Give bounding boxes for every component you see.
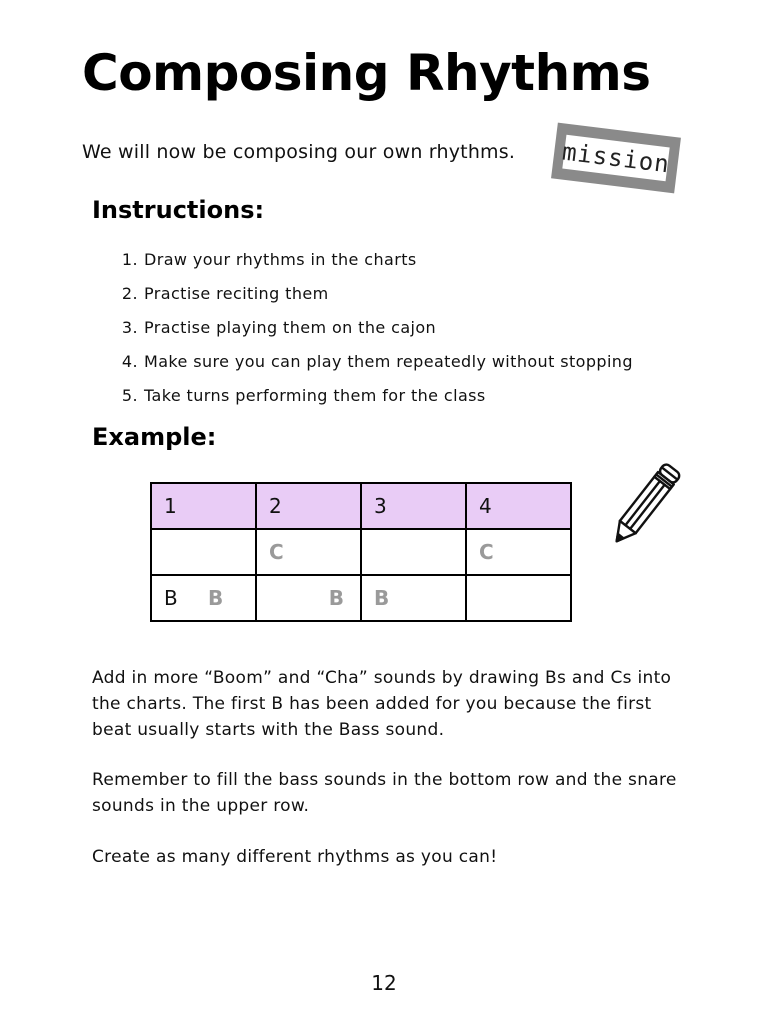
bass-cell	[256, 575, 361, 621]
example-heading: Example:	[92, 423, 217, 451]
list-item-number: 2.	[121, 283, 138, 303]
beat-header-cell: 2	[256, 483, 361, 529]
list-item-number: 4.	[121, 351, 138, 371]
mission-stamp	[551, 123, 681, 194]
list-item	[108, 242, 633, 276]
list-item-text: Practise playing them on the cajon	[144, 317, 437, 337]
instructions-heading: Instructions:	[92, 196, 265, 224]
snare-letter: C	[479, 540, 494, 564]
paragraph-encouragement: Create as many different rhythms as you can!	[92, 847, 498, 867]
intro-text: We will now be composing our own rhythms.	[82, 141, 516, 163]
list-item-text: Take turns performing them for the class	[144, 385, 486, 405]
bass-letter-given: B	[164, 586, 178, 610]
snare-letter: C	[269, 540, 284, 564]
bass-cell	[361, 575, 466, 621]
page-number: 12	[371, 971, 397, 995]
list-item-number: 3.	[121, 317, 138, 337]
list-item	[108, 378, 633, 412]
beat-header-cell: 3	[361, 483, 466, 529]
bass-cell	[151, 575, 256, 621]
list-item	[108, 310, 633, 344]
snare-row	[151, 529, 571, 575]
bass-cell	[466, 575, 571, 621]
beat-header-cell: 4	[466, 483, 571, 529]
bass-letter-ghost: B	[374, 586, 390, 610]
page-title: Composing Rhythms	[82, 44, 651, 102]
pencil-icon	[600, 455, 690, 555]
mission-stamp-label: mission	[562, 135, 669, 181]
list-item-text: Make sure you can play them repeatedly without stopping	[144, 351, 633, 371]
list-item	[108, 276, 633, 310]
list-item	[108, 344, 633, 378]
bass-letter-ghost: B	[328, 586, 344, 610]
bass-letter-ghost: B	[208, 586, 224, 610]
list-item-number: 5.	[121, 385, 138, 405]
bass-row	[151, 575, 571, 621]
list-item-text: Practise reciting them	[144, 283, 329, 303]
rhythm-grid	[150, 482, 572, 622]
snare-cell	[466, 529, 571, 575]
beat-header-row	[151, 483, 571, 529]
beat-header-cell: 1	[151, 483, 256, 529]
snare-cell	[256, 529, 361, 575]
snare-cell	[151, 529, 256, 575]
snare-cell	[361, 529, 466, 575]
instructions-list	[108, 242, 633, 412]
list-item-number: 1.	[121, 249, 138, 269]
paragraph-reminder: Remember to fill the bass sounds in the bottom row and the snare sounds in the upper row.	[92, 770, 677, 816]
list-item-text: Draw your rhythms in the charts	[144, 249, 417, 269]
paragraph-instructions: Add in more “Boom” and “Cha” sounds by drawing Bs and Cs into the charts. The first B has been added for you because the first beat usually starts with the Bass sound.	[92, 668, 672, 740]
